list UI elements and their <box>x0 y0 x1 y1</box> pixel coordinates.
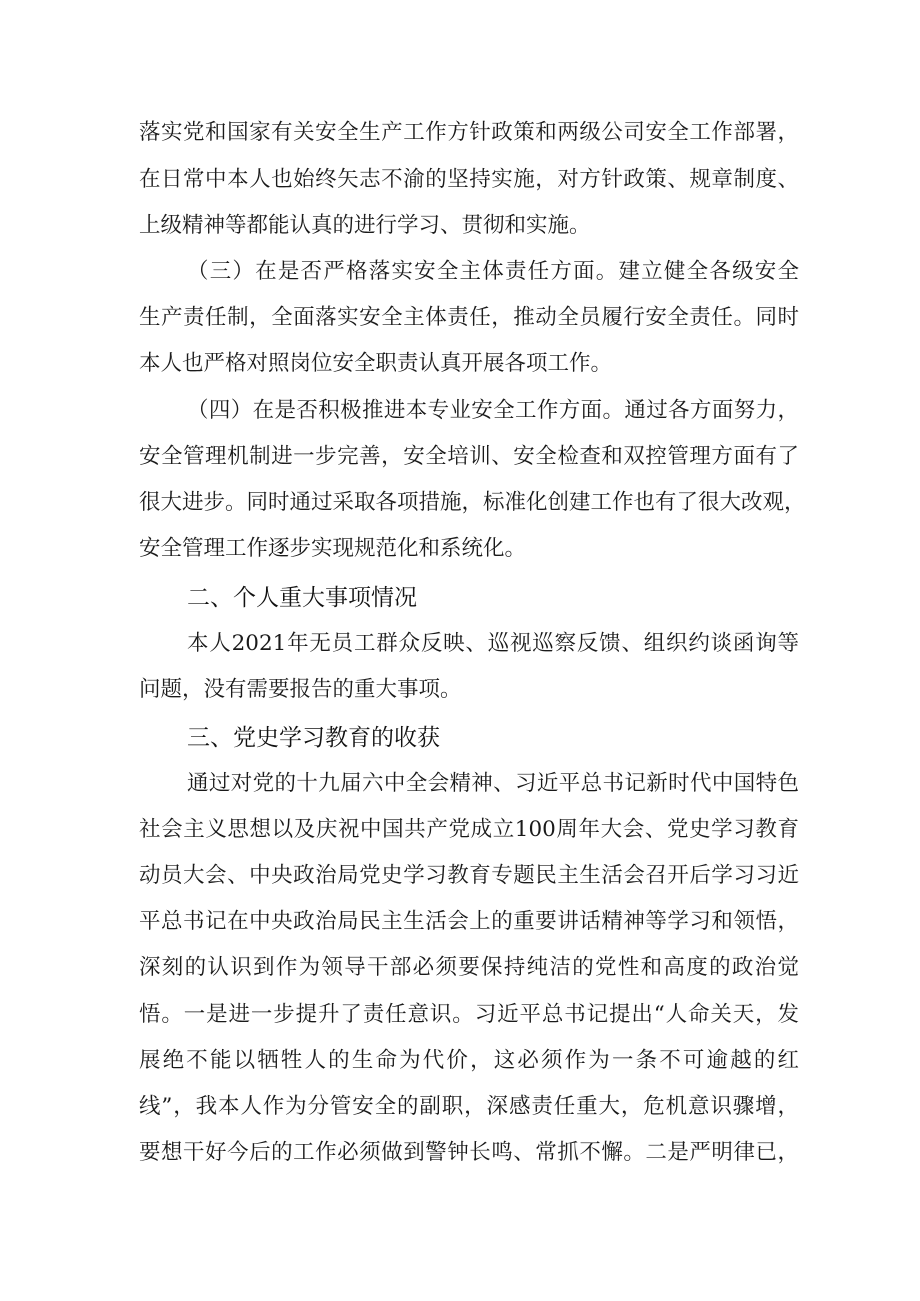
paragraph-line: 生产责任制，全面落实安全主体责任，推动全员履行安全责任。同时 <box>139 305 799 330</box>
paragraph-line: 深刻的认识到作为领导干部必须要保持纯洁的党性和高度的政治觉 <box>139 955 799 980</box>
paragraph-line: 动员大会、中央政治局党史学习教育专题民主生活会召开后学习习近 <box>139 863 799 888</box>
paragraph-line: 平总书记在中央政治局民主生活会上的重要讲话精神等学习和领悟， <box>139 909 799 934</box>
paragraph-line: 在日常中本人也始终矢志不渝的坚持实施，对方针政策、规章制度、 <box>139 167 799 192</box>
paragraph-line: 本人2021年无员工群众反映、巡视巡察反馈、组织约谈函询等 <box>187 631 799 656</box>
paragraph-line: 落实党和国家有关安全生产工作方针政策和两级公司安全工作部署， <box>139 120 799 145</box>
paragraph-line: （三）在是否严格落实安全主体责任方面。建立健全各级安全 <box>187 259 799 284</box>
paragraph-line: 社会主义思想以及庆祝中国共产党成立100周年大会、党史学习教育 <box>139 817 799 842</box>
section-heading: 二、个人重大事项情况 <box>187 585 417 611</box>
paragraph-line: 本人也严格对照岗位安全职责认真开展各项工作。 <box>139 351 613 376</box>
paragraph-line: 通过对党的十九届六中全会精神、习近平总书记新时代中国特色 <box>187 771 799 796</box>
paragraph-line: 线”，我本人作为分管安全的副职，深感责任重大，危机意识骤增， <box>139 1094 799 1119</box>
paragraph-line: 安全管理工作逐步实现规范化和系统化。 <box>139 536 527 561</box>
paragraph-line: 上级精神等都能认真的进行学习、贯彻和实施。 <box>139 213 591 238</box>
paragraph-line: 很大进步。同时通过采取各项措施，标准化创建工作也有了很大改观， <box>139 490 806 515</box>
paragraph-line: 悟。一是进一步提升了责任意识。习近平总书记提出“人命关天，发 <box>139 1002 799 1027</box>
paragraph-line: 安全管理机制进一步完善，安全培训、安全检查和双控管理方面有了 <box>139 444 799 469</box>
paragraph-line: 展绝不能以牺牲人的生命为代价，这必须作为一条不可逾越的红 <box>139 1048 799 1073</box>
paragraph-line: 要想干好今后的工作必须做到警钟长鸣、常抓不懈。二是严明律已， <box>139 1140 799 1165</box>
section-heading: 三、党史学习教育的收获 <box>187 725 440 751</box>
paragraph-line: （四）在是否积极推进本专业安全工作方面。通过各方面努力， <box>187 398 799 423</box>
paragraph-line: 问题，没有需要报告的重大事项。 <box>139 677 462 702</box>
